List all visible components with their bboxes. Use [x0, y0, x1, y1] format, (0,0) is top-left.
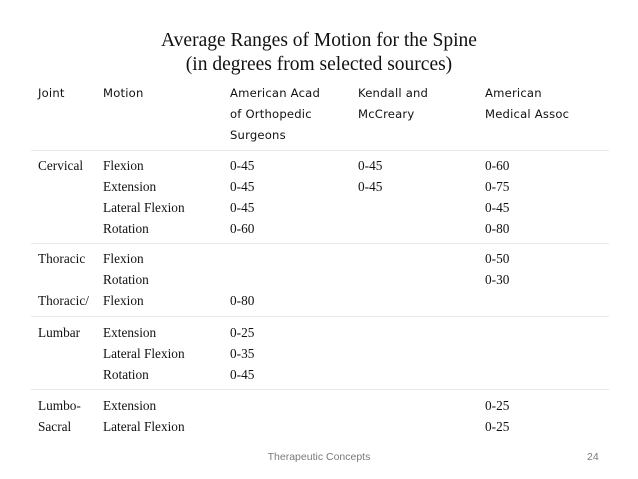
header-aaos-line-3: Surgeons	[230, 128, 286, 142]
row-ama-value: 0-30	[485, 272, 510, 287]
header-ama-line-1: American	[485, 86, 542, 100]
row-ama-value: 0-25	[485, 419, 510, 434]
row-joint: Thoracic/	[38, 293, 89, 308]
row-motion: Lateral Flexion	[103, 200, 185, 215]
row-motion: Rotation	[103, 221, 149, 236]
row-km-value: 0-45	[358, 179, 383, 194]
header-motion: Motion	[103, 86, 144, 100]
divider	[31, 316, 609, 317]
row-motion: Extension	[103, 325, 157, 340]
header-km-line-1: Kendall and	[358, 86, 429, 100]
row-motion: Lateral Flexion	[103, 346, 185, 361]
row-motion: Lateral Flexion	[103, 419, 185, 434]
row-joint: Sacral	[38, 419, 72, 434]
row-aaos-value: 0-35	[230, 346, 255, 361]
row-joint: Thoracic	[38, 251, 86, 266]
header-aaos-line-1: American Acad	[230, 86, 321, 100]
row-motion: Extension	[103, 398, 157, 413]
row-joint: Lumbar	[38, 325, 81, 340]
row-aaos-value: 0-80	[230, 293, 255, 308]
page-number: 24	[587, 451, 599, 463]
row-km-value: 0-45	[358, 158, 383, 173]
row-ama-value: 0-75	[485, 179, 510, 194]
row-motion: Flexion	[103, 251, 144, 266]
row-ama-value: 0-25	[485, 398, 510, 413]
header-joint: Joint	[38, 86, 65, 100]
row-aaos-value: 0-45	[230, 179, 255, 194]
row-aaos-value: 0-25	[230, 325, 255, 340]
row-ama-value: 0-80	[485, 221, 510, 236]
header-ama-line-2: Medical Assoc	[485, 107, 570, 121]
row-motion: Rotation	[103, 367, 149, 382]
row-motion: Flexion	[103, 293, 144, 308]
header-km-line-2: McCreary	[358, 107, 415, 121]
row-aaos-value: 0-45	[230, 200, 255, 215]
divider	[31, 389, 609, 390]
row-ama-value: 0-50	[485, 251, 510, 266]
footer-label: Therapeutic Concepts	[267, 451, 371, 463]
row-joint: Cervical	[38, 158, 84, 173]
row-aaos-value: 0-60	[230, 221, 255, 236]
slide-title-line-2: (in degrees from selected sources)	[185, 54, 453, 75]
row-ama-value: 0-60	[485, 158, 510, 173]
row-motion: Extension	[103, 179, 157, 194]
row-aaos-value: 0-45	[230, 158, 255, 173]
divider	[31, 150, 609, 151]
row-motion: Rotation	[103, 272, 149, 287]
header-aaos-line-2: of Orthopedic	[230, 107, 312, 121]
row-ama-value: 0-45	[485, 200, 510, 215]
row-joint: Lumbo-	[38, 398, 81, 413]
row-motion: Flexion	[103, 158, 144, 173]
row-aaos-value: 0-45	[230, 367, 255, 382]
slide-title-line-1: Average Ranges of Motion for the Spine	[161, 30, 477, 51]
divider	[31, 243, 609, 244]
